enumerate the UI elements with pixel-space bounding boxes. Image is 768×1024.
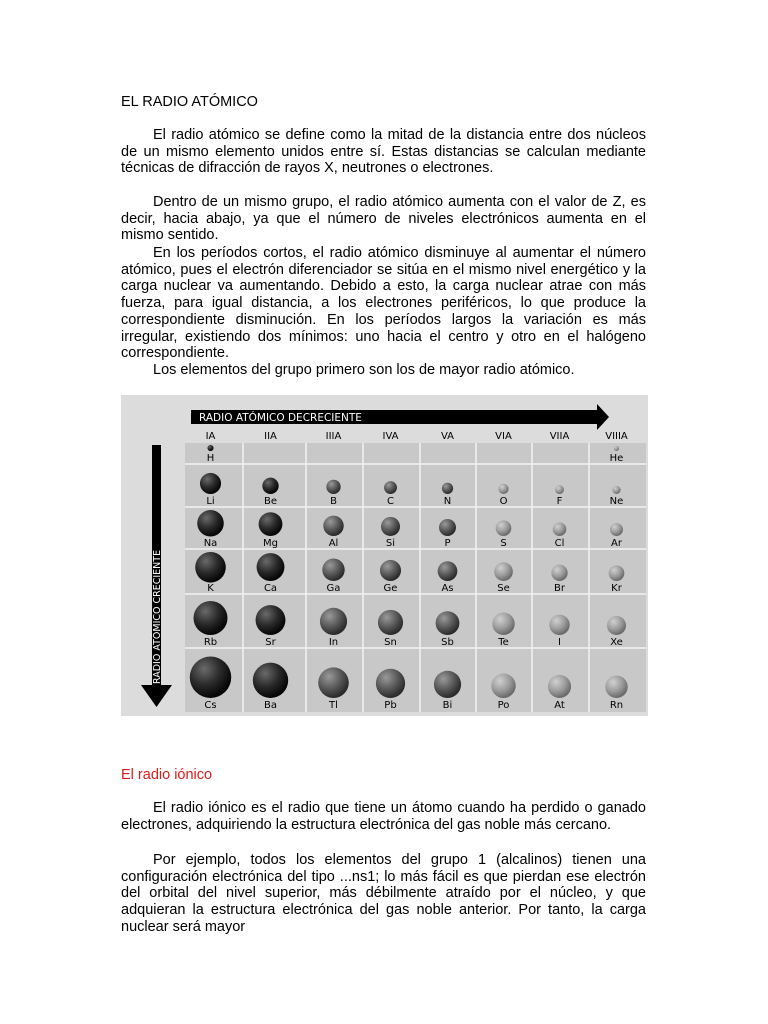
atom-sphere-si [381,517,400,536]
atom-sphere-li [200,473,221,494]
atom-sphere-rb [194,601,228,635]
element-symbol-rb: Rb [203,637,218,648]
atom-sphere-ca [257,553,285,581]
atom-sphere-te [492,613,514,635]
group-header: IIA [264,431,277,442]
group-header: VIIA [549,431,570,442]
element-symbol-ne: Ne [609,496,624,507]
atom-sphere-at [548,675,571,698]
atom-sphere-n [442,483,453,494]
atom-sphere-bi [434,671,461,698]
atom-sphere-al [323,516,343,536]
element-symbol-b: B [330,496,337,507]
paragraph-ionic-definition: El radio iónico es el radio que tiene un átomo cuando ha perdido o ganado electrones, adquiriendo la estructura electrónica del gas noble más cercano. [121,800,646,833]
atom-sphere-se [494,562,513,581]
atom-sphere-na [197,510,224,537]
element-symbol-xe: Xe [610,637,623,648]
atom-sphere-mg [259,512,283,536]
atom-sphere-be [262,478,278,494]
group-header: IVA [382,431,399,442]
element-symbol-br: Br [554,583,565,594]
atom-sphere-pb [376,669,405,698]
element-symbol-bi: Bi [442,700,453,711]
group-header: IA [205,431,216,442]
atom-sphere-b [326,480,340,494]
atom-sphere-sr [256,605,286,635]
element-symbol-c: C [387,496,394,507]
atom-sphere-k [195,552,226,583]
subheading-ionic-radius: El radio iónico [121,767,213,783]
atom-sphere-ge [380,560,401,581]
atom-sphere-p [439,519,456,536]
atom-sphere-sn [378,610,403,635]
element-symbol-he: He [609,453,624,464]
element-symbol-li: Li [206,496,215,507]
element-symbol-te: Te [498,637,509,648]
atomic-radius-chart [121,395,648,716]
atom-sphere-br [551,565,567,581]
atom-sphere-tl [318,667,349,698]
element-symbol-na: Na [203,538,218,549]
paragraph-definition: El radio atómico se define como la mitad de la distancia entre dos núcleos de un mismo elemento unidos entre sí. Estas distancias se calculan mediante técnicas de difracción de rayos X, neutrones o electrones. [121,127,646,177]
atom-sphere-kr [609,565,625,581]
element-symbol-cs: Cs [204,700,217,711]
atomic-radius-figure [121,395,648,716]
element-symbol-sr: Sr [265,637,276,648]
element-symbol-rn: Rn [609,700,624,711]
element-symbol-p: P [444,538,451,549]
atom-sphere-he [614,446,619,451]
element-symbol-in: In [328,637,339,648]
group-header: VIA [495,431,512,442]
element-symbol-o: O [499,496,508,507]
element-symbol-ar: Ar [611,538,622,549]
group-header: VIIIA [605,431,628,442]
element-symbol-si: Si [385,538,396,549]
atom-sphere-ar [610,523,623,536]
horizontal-arrow-label: RADIO ATÓMICO DECRECIENTE [199,412,362,424]
element-symbol-tl: Tl [329,700,338,711]
atom-sphere-rn [605,676,627,698]
element-symbol-ca: Ca [263,583,278,594]
element-symbol-po: Po [497,700,510,711]
page-title: EL RADIO ATÓMICO [121,94,258,110]
atom-sphere-ga [322,559,344,581]
element-symbol-i: I [558,637,561,648]
atom-sphere-h [207,445,213,451]
element-symbol-mg: Mg [263,538,278,549]
atom-sphere-cs [190,657,231,698]
element-symbol-cl: Cl [554,538,565,549]
atom-sphere-f [555,485,564,494]
element-symbol-as: As [441,583,454,594]
element-symbol-pb: Pb [384,700,397,711]
element-symbol-sb: Sb [441,637,454,648]
group-header: VA [440,431,455,442]
element-symbol-n: N [443,496,452,507]
atom-sphere-s [496,520,512,536]
element-symbol-s: S [500,538,507,549]
atom-sphere-c [384,481,397,494]
atom-sphere-cl [553,522,567,536]
element-symbol-al: Al [328,538,339,549]
element-symbol-ga: Ga [326,583,341,594]
element-symbol-kr: Kr [611,583,622,594]
element-symbol-be: Be [263,496,278,507]
paragraph-period-trend: En los períodos cortos, el radio atómico disminuye al aumentar el número atómico, pues el electrón diferenciador se sitúa en el mismo nivel energético y la carga nuclear va aumentando. Debido a esto, la carga nuclear atrae con más fuerza, para igual distancia, a los electrones periféricos, lo que produce la correspondiente disminución. En los períodos largos la variación es más irregular, existiendo dos mínimos: uno hacia el centro y otro en el halógeno correspondiente. [121,245,646,362]
paragraph-group-trend: Dentro de un mismo grupo, el radio atómico aumenta con el valor de Z, es decir, hacia abajo, ya que el número de niveles electrónicos aumenta en el mismo sentido. [121,194,646,244]
group-header: IIIA [325,431,342,442]
atom-sphere-in [320,608,347,635]
atom-sphere-ba [253,663,288,698]
atom-sphere-po [491,674,515,698]
element-symbol-h: H [206,453,215,464]
atom-sphere-ne [612,486,620,494]
atom-sphere-sb [436,611,460,635]
element-symbol-sn: Sn [384,637,397,648]
vertical-arrow-label: RADIO ATÓMICO CRECIENTE [152,549,163,684]
atom-sphere-xe [607,616,626,635]
atom-sphere-as [438,561,458,581]
element-symbol-ba: Ba [264,700,277,711]
element-symbol-se: Se [497,583,510,594]
element-symbol-ge: Ge [383,583,398,594]
element-symbol-f: F [556,496,563,507]
grid-background [185,443,646,712]
paragraph-group-one: Los elementos del grupo primero son los de mayor radio atómico. [153,362,575,378]
atom-sphere-o [498,484,508,494]
paragraph-ionic-example: Por ejemplo, todos los elementos del grupo 1 (alcalinos) tienen una configuración electrónica del tipo ...ns1; lo más fácil es que pierdan ese electrón del orbital del nivel superior, más débilmente atraído por el núcleo, y que adquieran la estructura electrónica del gas noble anterior. Por tanto, la carga nuclear será mayor [121,852,646,935]
atom-sphere-i [549,615,569,635]
element-symbol-k: K [207,583,214,594]
element-symbol-at: At [554,700,565,711]
